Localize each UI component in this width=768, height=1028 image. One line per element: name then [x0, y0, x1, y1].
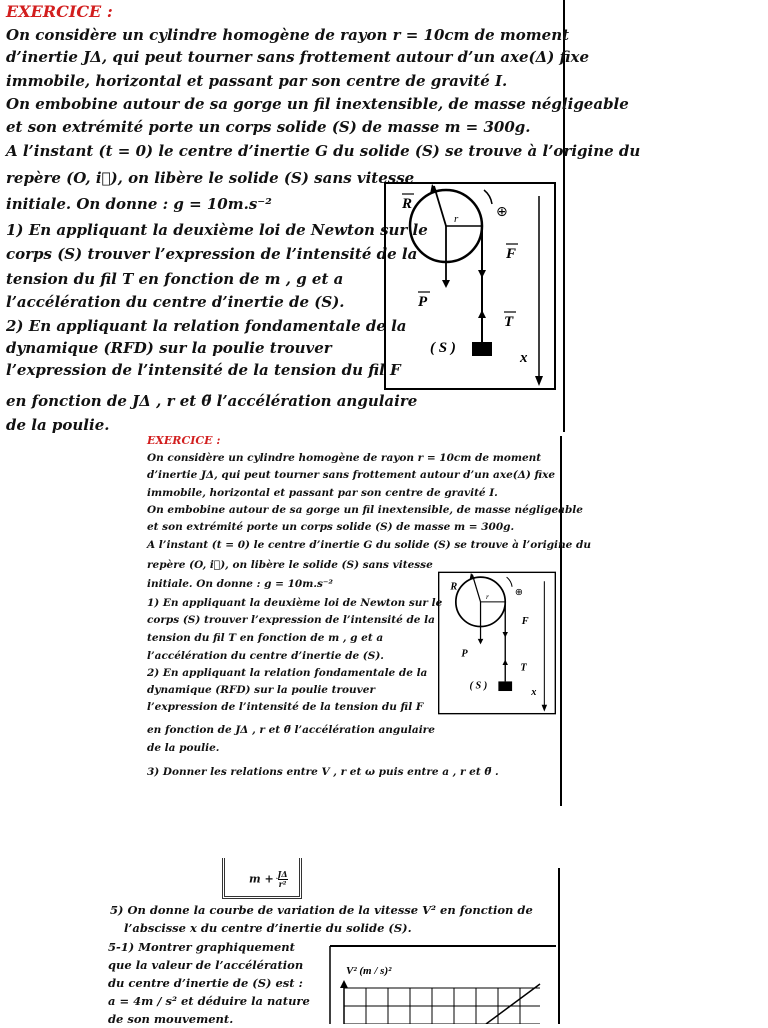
question-2: 2) En appliquant la relation fondamentale de la — [6, 317, 407, 335]
text-line: On embobine autour de sa gorge un fil inextensible, de masse négligeable — [147, 504, 583, 516]
text-line: tension du fil T en fonction de m , g et a — [6, 270, 344, 288]
formula-box — [222, 858, 302, 899]
question-1: 1) En appliquant la deuxième loi de Newton sur le — [6, 221, 428, 239]
label-F: F — [506, 246, 517, 262]
text-line: On embobine autour de sa gorge un fil inextensible, de masse négligeable — [6, 95, 629, 113]
question-3: 3) Donner les relations entre V , r et ω puis entre a , r et θ̈ . — [147, 766, 499, 778]
solid-block — [472, 342, 492, 356]
text-line: initiale. On donne : g = 10m.s⁻² — [147, 578, 334, 590]
question-5-1 — [108, 938, 310, 1028]
svg-text:⊕: ⊕ — [514, 586, 523, 598]
text-line: de la poulie. — [6, 416, 110, 434]
svg-text:R: R — [450, 581, 458, 593]
text-line: de la poulie. — [147, 742, 220, 754]
label-x: x — [520, 350, 528, 366]
x-axis-arrowhead — [535, 376, 543, 386]
text-line: repère (O, i⃗), on libère le solide (S) sans vitesse — [147, 559, 433, 571]
text-line: d’inertie JΔ, qui peut tourner sans frottement autour d’un axe(Δ) fixe — [147, 469, 556, 481]
exercise-title: EXERCICE : — [6, 2, 113, 21]
weight-arrowhead — [442, 280, 450, 288]
label-S: ( S ) — [430, 340, 456, 356]
label-T: T — [504, 314, 514, 330]
text-line: repère (O, i⃗), on libère le solide (S) sans vitesse — [6, 169, 415, 187]
label-R: R — [402, 196, 413, 212]
v2-x-graph — [300, 944, 556, 1024]
text-line: dynamique (RFD) sur la poulie trouver — [147, 684, 375, 696]
svg-text:x: x — [531, 687, 537, 699]
text-line: de son mouvement. — [108, 1012, 234, 1026]
figure-frame — [385, 183, 555, 389]
tension-arrowhead — [478, 310, 486, 318]
force-arrowhead — [478, 270, 486, 278]
text-line: et son extrémité porte un corps solide (S) de masse m = 300g. — [147, 521, 515, 533]
text-line: corps (S) trouver l’expression de l’intensité de la — [147, 614, 435, 626]
text-line: corps (S) trouver l’expression de l’intensité de la — [6, 245, 418, 263]
text-line: On considère un cylindre homogène de rayon r = 10cm de moment — [147, 452, 542, 464]
page-border-right — [558, 868, 560, 1024]
text-line: l’expression de l’intensité de la tension du fil F — [147, 701, 424, 713]
text-line: 5-1) Montrer graphiquement — [108, 940, 295, 954]
formula-denominator: m + $\frac{J\Delta}{\text{r²}}$ — [249, 869, 288, 889]
text-line: l’accélération du centre d’inertie de (S). — [147, 650, 384, 662]
text-line: a = 4m / s² et déduire la nature — [108, 994, 310, 1008]
question-5: 5) On donne la courbe de variation de la vitesse V² en fonction de — [110, 903, 533, 917]
page-border-right — [560, 436, 562, 806]
svg-text:r: r — [486, 592, 489, 602]
plus-sign: ⊕ — [496, 204, 508, 220]
text-line: et son extrémité porte un corps solide (S) de masse m = 300g. — [6, 118, 531, 136]
text-line: du centre d’inertie de (S) est : — [108, 976, 303, 990]
label-r: r — [454, 213, 459, 225]
rotation-arc — [484, 190, 492, 204]
svg-text:F: F — [521, 615, 529, 627]
text-line: A l’instant (t = 0) le centre d’inertie G du solide (S) se trouve à l’origine du — [147, 539, 591, 551]
text-line: l’abscisse x du centre d’inertie du solide (S). — [124, 921, 412, 935]
question-2: 2) En appliquant la relation fondamentale de la — [147, 667, 428, 679]
svg-text:P: P — [461, 648, 468, 660]
text-line: tension du fil T en fonction de m , g et a — [147, 632, 384, 644]
svg-text:T: T — [520, 662, 527, 674]
svg-text:( S ): ( S ) — [469, 680, 488, 692]
graph-y-arrowhead — [340, 980, 348, 988]
exercise-title: EXERCICE : — [147, 434, 221, 447]
text-line: dynamique (RFD) sur la poulie trouver — [6, 339, 332, 357]
text-line: On considère un cylindre homogène de rayon r = 10cm de moment — [6, 26, 570, 44]
text-line: en fonction de JΔ , r et θ̈ l’accélération angulaire — [147, 724, 435, 736]
pulley-figure-small — [438, 570, 556, 716]
text-line: que la valeur de l’accélération — [108, 958, 304, 972]
text-line: immobile, horizontal et passant par son centre de gravité I. — [6, 72, 508, 90]
text-line: initiale. On donne : g = 10m.s⁻² — [6, 195, 272, 213]
graph-y-label: V² (m / s)² — [346, 965, 392, 977]
text-line: d’inertie JΔ, qui peut tourner sans frottement autour d’un axe(Δ) fixe — [6, 48, 590, 66]
text-line: A l’instant (t = 0) le centre d’inertie G du solide (S) se trouve à l’origine du — [6, 142, 641, 160]
label-P: P — [418, 294, 428, 310]
question-1: 1) En appliquant la deuxième loi de Newton sur le — [147, 597, 443, 609]
text-line: l’accélération du centre d’inertie de (S). — [6, 293, 345, 311]
text-line: l’expression de l’intensité de la tension du fil F — [6, 361, 401, 379]
graph-line — [486, 984, 540, 1024]
text-line: en fonction de JΔ , r et θ̈ l’accélération angulaire — [6, 392, 418, 410]
text-line: immobile, horizontal et passant par son centre de gravité I. — [147, 487, 498, 499]
pulley-figure — [384, 182, 556, 390]
